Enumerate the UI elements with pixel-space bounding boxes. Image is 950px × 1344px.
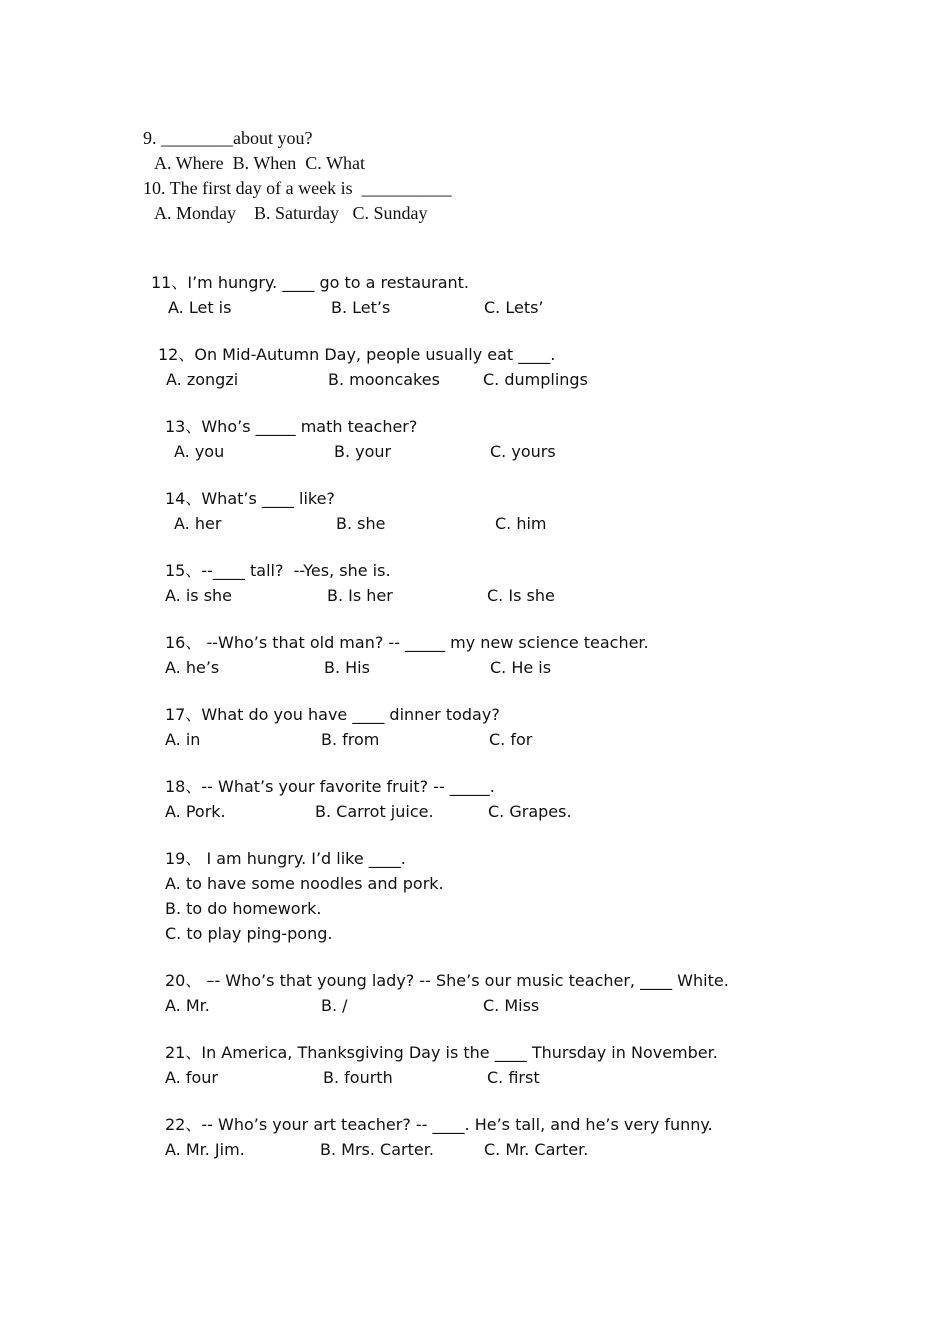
question-18-option-c: C. Grapes.	[488, 802, 572, 821]
question-20-text: 20、 –- Who’s that young lady? -- She’s our music teacher, ____ White.	[165, 971, 729, 990]
question-19-option-c: C. to play ping-pong.	[165, 924, 333, 943]
question-12-option-c: C. dumplings	[483, 370, 588, 389]
question-21-option-c: C. first	[487, 1068, 540, 1087]
question-16-text: 16、 --Who’s that old man? -- _____ my new science teacher.	[165, 633, 649, 652]
question-22-text: 22、-- Who’s your art teacher? -- ____. He’s tall, and he’s very funny.	[165, 1115, 713, 1134]
question-13-option-b: B. your	[334, 442, 392, 461]
question-14-option-a: A. her	[174, 514, 222, 533]
question-19-option-b: B. to do homework.	[165, 899, 322, 918]
question-15-option-c: C. Is she	[487, 586, 555, 605]
question-19-option-a: A. to have some noodles and pork.	[165, 874, 444, 893]
question-16-option-c: C. He is	[490, 658, 552, 677]
question-20-option-c: C. Miss	[483, 996, 540, 1015]
question-20-option-a: A. Mr.	[165, 996, 210, 1015]
question-16-option-b: B. His	[324, 658, 370, 677]
question-15-option-b: B. Is her	[327, 586, 393, 605]
question-13-text: 13、Who’s _____ math teacher?	[165, 417, 418, 436]
question-14-option-c: C. him	[495, 514, 547, 533]
question-11-option-a: A. Let is	[168, 298, 232, 317]
question-10-options: A. Monday B. Saturday C. Sunday	[154, 203, 428, 223]
question-13-option-c: C. yours	[490, 442, 556, 461]
question-11-option-b: B. Let’s	[331, 298, 391, 317]
question-12-text: 12、On Mid-Autumn Day, people usually eat ____.	[158, 345, 556, 364]
question-17-option-c: C. for	[489, 730, 533, 749]
question-21-option-a: A. four	[165, 1068, 218, 1087]
question-9-text: 9. ________about you?	[143, 128, 313, 148]
question-15-option-a: A. is she	[165, 586, 233, 605]
question-18-option-b: B. Carrot juice.	[315, 802, 434, 821]
question-10-text: 10. The first day of a week is __________	[143, 178, 452, 198]
question-11-text: 11、I’m hungry. ____ go to a restaurant.	[151, 273, 470, 292]
question-22-option-a: A. Mr. Jim.	[165, 1140, 245, 1159]
question-21-option-b: B. fourth	[323, 1068, 393, 1087]
question-17-text: 17、What do you have ____ dinner today?	[165, 705, 500, 724]
question-15-text: 15、--____ tall? --Yes, she is.	[165, 561, 391, 580]
question-12-option-b: B. mooncakes	[328, 370, 440, 389]
question-20-option-b: B. /	[321, 996, 348, 1015]
question-16-option-a: A. he’s	[165, 658, 220, 677]
question-11-option-c: C. Lets’	[484, 298, 544, 317]
question-19-text: 19、 I am hungry. I’d like ____.	[165, 849, 406, 868]
question-18-text: 18、-- What’s your favorite fruit? -- _____.	[165, 777, 495, 796]
question-17-option-a: A. in	[165, 730, 201, 749]
question-14-option-b: B. she	[336, 514, 386, 533]
question-17-option-b: B. from	[321, 730, 380, 749]
question-22-option-c: C. Mr. Carter.	[484, 1140, 589, 1159]
question-21-text: 21、In America, Thanksgiving Day is the ____ Thursday in November.	[165, 1043, 718, 1062]
question-13-option-a: A. you	[174, 442, 225, 461]
question-14-text: 14、What’s ____ like?	[165, 489, 335, 508]
question-12-option-a: A. zongzi	[166, 370, 239, 389]
question-18-option-a: A. Pork.	[165, 802, 226, 821]
question-9-options: A. Where B. When C. What	[154, 153, 365, 173]
question-22-option-b: B. Mrs. Carter.	[320, 1140, 434, 1159]
